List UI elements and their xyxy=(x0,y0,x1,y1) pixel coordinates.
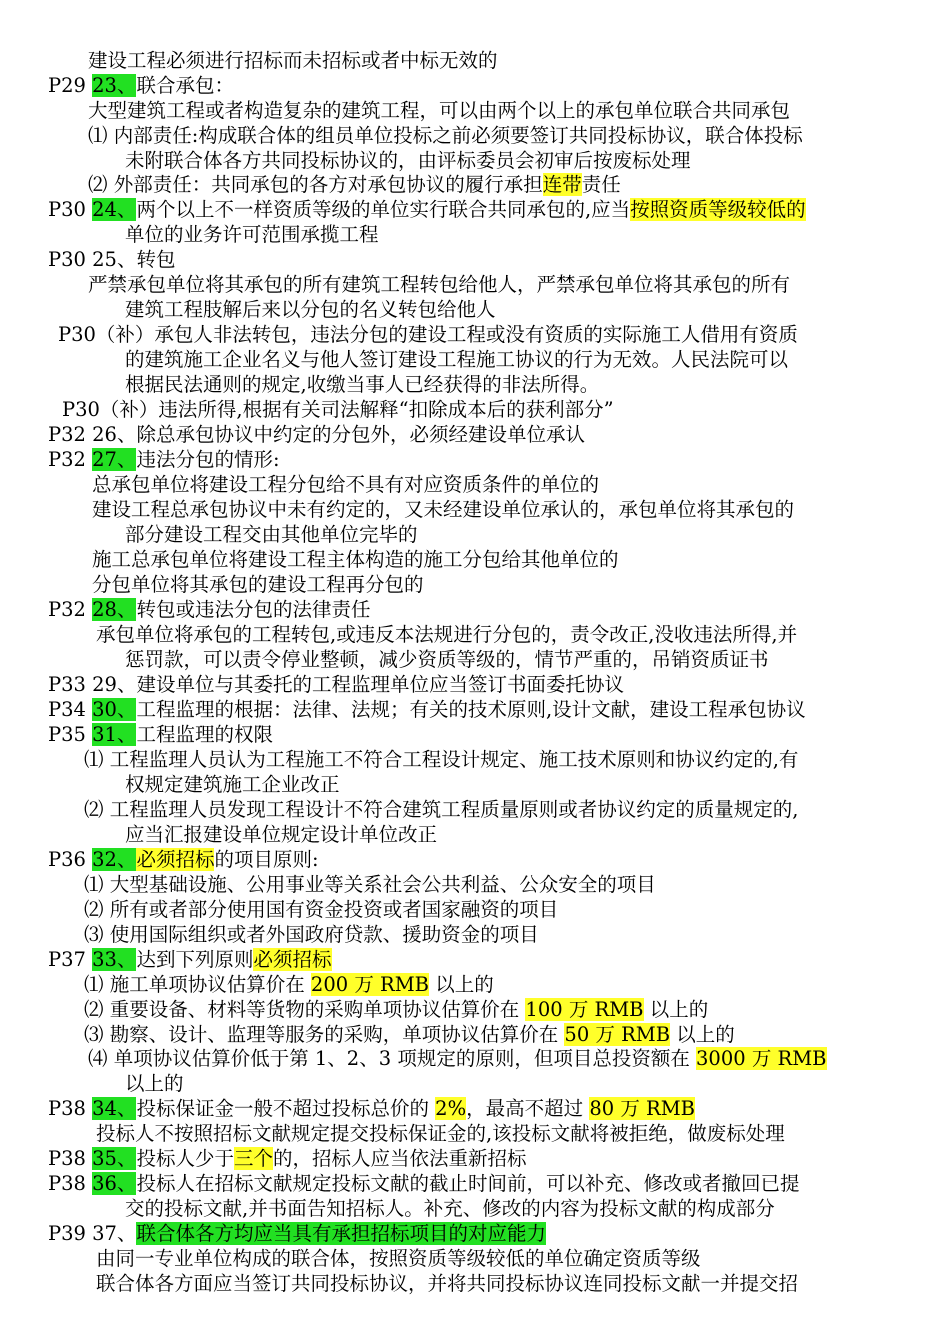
text-line xyxy=(125,297,496,322)
highlighted-text: 32、 xyxy=(92,848,137,871)
text-run: P32 xyxy=(48,598,93,621)
text-run: 以上的 xyxy=(643,998,709,1021)
text-line xyxy=(48,247,175,272)
highlighted-text: 34、 xyxy=(92,1097,137,1120)
text-line xyxy=(84,897,558,922)
text-line xyxy=(88,98,790,123)
text-run: 单位的业务许可范围承揽工程 xyxy=(125,223,379,246)
text-run: 建设工程总承包协议中未有约定的，又未经建设单位承认的，承包单位将其承包的 xyxy=(92,498,795,521)
text-line xyxy=(48,697,806,722)
text-run: ⑵ 所有或者部分使用国有资金投资或者国家融资的项目 xyxy=(84,898,559,921)
text-run: 以上的 xyxy=(125,1072,184,1095)
highlighted-text: 200 万 RMB xyxy=(310,973,430,996)
text-run: 联合体各方面应当签订共同投标协议，并将共同投标协议连同投标文献一并提交招 xyxy=(96,1272,799,1295)
text-run: ⑵ 外部责任：共同承包的各方对承包协议的履行承担 xyxy=(88,173,543,196)
text-run: P30（补）违法所得,根据有关司法解释“扣除成本后的获利部分” xyxy=(62,398,614,421)
text-run: P30（补）承包人非法转包，违法分包的建设工程或没有资质的实际施工人借用有资质 xyxy=(58,323,798,346)
text-line xyxy=(88,272,790,297)
text-run: 投标人不按照招标文献规定提交投标保证金的,该投标文献将被拒绝，做废标处理 xyxy=(96,1122,785,1145)
text-line xyxy=(125,1071,184,1096)
highlighted-text: 连带 xyxy=(542,173,582,196)
text-line xyxy=(84,972,494,997)
text-run: P32 xyxy=(48,448,93,471)
text-run: 交的投标文献,并书面告知招标人。补充、修改的内容为投标文献的构成部分 xyxy=(125,1197,775,1220)
highlighted-text: 3000 万 RMB xyxy=(696,1047,827,1070)
text-line xyxy=(48,1171,799,1196)
highlighted-text: 23、 xyxy=(92,74,137,97)
text-run: 惩罚款，可以责令停业整顿，减少资质等级的，情节严重的，吊销资质证书 xyxy=(125,648,769,671)
text-run: 以上的 xyxy=(670,1023,735,1046)
text-run: 大型建筑工程或者构造复杂的建筑工程，可以由两个以上的承包单位联合共同承包 xyxy=(88,99,791,122)
text-line xyxy=(48,1096,695,1121)
text-run: 由同一专业单位构成的联合体，按照资质等级较低的单位确定资质等级 xyxy=(96,1247,701,1270)
text-run: 施工总承包单位将建设工程主体构造的施工分包给其他单位的 xyxy=(92,548,619,571)
text-line xyxy=(88,48,498,73)
highlighted-text: 31、 xyxy=(92,723,137,746)
text-run: ⑴ 工程监理人员认为工程施工不符合工程设计规定、施工技术原则和协议约定的,有 xyxy=(84,748,799,771)
text-run: 严禁承包单位将其承包的所有建筑工程转包给他人，严禁承包单位将其承包的所有 xyxy=(88,273,791,296)
text-run: 工程监理的权限 xyxy=(136,723,273,746)
text-run: P32 26、除总承包协议中约定的分包外，必须经建设单位承认 xyxy=(48,423,585,446)
text-line xyxy=(96,1271,798,1296)
text-run: ⑴ 施工单项协议估算价在 xyxy=(84,973,311,996)
text-line xyxy=(96,1246,701,1271)
text-run: 部分建设工程交由其他单位完毕的 xyxy=(125,523,418,546)
text-run: 根据民法通则的规定,收缴当事人已经获得的非法所得。 xyxy=(125,373,600,396)
text-line xyxy=(96,622,797,647)
highlighted-text: 50 万 RMB xyxy=(564,1023,671,1046)
highlighted-text: 必须招标 xyxy=(136,848,215,871)
highlighted-text: 30、 xyxy=(92,698,137,721)
text-line xyxy=(84,872,656,897)
text-line xyxy=(58,322,798,347)
text-line xyxy=(84,797,798,822)
text-run: 应当汇报建设单位规定设计单位改正 xyxy=(125,823,438,846)
text-line xyxy=(125,647,769,672)
text-line xyxy=(48,847,319,872)
text-run: 总承包单位将建设工程分包给不具有对应资质条件的单位的 xyxy=(92,473,600,496)
text-line xyxy=(48,947,332,972)
text-run: P30 xyxy=(48,198,93,221)
text-line xyxy=(96,1121,785,1146)
highlighted-text: 36、 xyxy=(92,1172,137,1195)
text-run: 达到下列原则 xyxy=(136,948,254,971)
text-run: P38 xyxy=(48,1147,93,1170)
text-line xyxy=(62,397,614,422)
text-line xyxy=(48,672,624,697)
text-line xyxy=(125,222,379,247)
text-run: P30 25、转包 xyxy=(48,248,176,271)
text-run: 投标人少于 xyxy=(136,1147,234,1170)
text-run: 的，招标人应当依法重新招标 xyxy=(273,1147,527,1170)
text-run: 建筑工程肢解后来以分包的名义转包给他人 xyxy=(125,298,496,321)
text-run: ⑵ 重要设备、材料等货物的采购单项协议估算价在 xyxy=(84,998,526,1021)
text-run: P36 xyxy=(48,848,93,871)
text-run: 以上的 xyxy=(429,973,494,996)
text-run: P34 xyxy=(48,698,93,721)
text-run: ⑶ 勘察、设计、监理等服务的采购，单项协议估算价在 xyxy=(84,1023,565,1046)
text-line xyxy=(48,197,806,222)
text-run: ⑶ 使用国际组织或者外国政府贷款、援助资金的项目 xyxy=(84,923,539,946)
text-line xyxy=(48,597,370,622)
text-line xyxy=(92,472,599,497)
highlighted-text: 80 万 RMB xyxy=(589,1097,696,1120)
text-run: 的建筑施工企业名义与他人签订建设工程施工协议的行为无效。人民法院可以 xyxy=(125,348,789,371)
highlighted-text: 三个 xyxy=(233,1147,273,1170)
text-run: 承包单位将承包的工程转包,或违反本法规进行分包的，责令改正,没收违法所得,并 xyxy=(96,623,798,646)
highlighted-text: 2% xyxy=(435,1097,467,1120)
text-line xyxy=(48,73,234,98)
text-run: P35 xyxy=(48,723,93,746)
text-line xyxy=(84,1022,735,1047)
text-line xyxy=(125,822,437,847)
text-run: 责任 xyxy=(581,173,621,196)
text-line xyxy=(88,123,803,148)
text-run: ⑴ 大型基础设施、公用事业等关系社会公共利益、公众安全的项目 xyxy=(84,873,656,896)
text-run: 投标保证金一般不超过投标总价的 xyxy=(136,1097,436,1120)
text-run: P33 29、建设单位与其委托的工程监理单位应当签订书面委托协议 xyxy=(48,673,624,696)
text-line xyxy=(125,347,788,372)
text-run: 建设工程必须进行招标而未招标或者中标无效的 xyxy=(88,49,498,72)
text-run: P38 xyxy=(48,1097,93,1120)
highlighted-text: 24、 xyxy=(92,198,137,221)
text-line xyxy=(88,172,621,197)
text-line xyxy=(48,1146,527,1171)
highlighted-text: 必须招标 xyxy=(253,948,332,971)
text-line xyxy=(125,372,599,397)
text-line xyxy=(84,747,798,772)
text-line xyxy=(92,547,619,572)
text-line xyxy=(125,522,418,547)
text-run: 的项目原则: xyxy=(214,848,319,871)
text-run: 未附联合体各方共同投标协议的，由评标委员会初审后按废标处理 xyxy=(125,149,691,172)
text-line xyxy=(48,722,273,747)
highlighted-text: 100 万 RMB xyxy=(525,998,644,1021)
text-run: ⑴ 内部责任:构成联合体的组员单位投标之前必须要签订共同投标协议，联合体投标 xyxy=(88,124,803,147)
text-line xyxy=(48,422,585,447)
text-line xyxy=(84,922,539,947)
text-run: 转包或违法分包的法律责任 xyxy=(136,598,371,621)
text-run: 两个以上不一样资质等级的单位实行联合共同承包的,应当 xyxy=(136,198,631,221)
text-run: 工程监理的根据：法律、法规；有关的技术原则,设计文献，建设工程承包协议 xyxy=(136,698,806,721)
text-line xyxy=(92,572,424,597)
text-run: 联合承包： xyxy=(136,74,234,97)
highlighted-text: 35、 xyxy=(92,1147,137,1170)
text-run: 违法分包的情形: xyxy=(136,448,280,471)
highlighted-text: 按照资质等级较低的 xyxy=(630,198,806,221)
text-run: ⑷ 单项协议估算价低于第 1、2、3 项规定的原则，但项目总投资额在 xyxy=(88,1047,697,1070)
text-run: P38 xyxy=(48,1172,93,1195)
text-line xyxy=(88,1046,827,1071)
highlighted-text: 27、 xyxy=(92,448,137,471)
text-line xyxy=(48,447,280,472)
text-run: ⑵ 工程监理人员发现工程设计不符合建筑工程质量原则或者协议约定的质量规定的, xyxy=(84,798,799,821)
text-run: P37 xyxy=(48,948,93,971)
text-run: P39 37、 xyxy=(48,1222,137,1245)
text-line xyxy=(84,997,708,1022)
highlighted-text: 33、 xyxy=(92,948,137,971)
text-line xyxy=(125,772,340,797)
text-run: 分包单位将其承包的建设工程再分包的 xyxy=(92,573,424,596)
text-line xyxy=(48,1221,546,1246)
text-line xyxy=(125,148,691,173)
highlighted-text: 联合体各方均应当具有承担招标项目的对应能力 xyxy=(136,1222,546,1245)
text-run: 权规定建筑施工企业改正 xyxy=(125,773,340,796)
text-line xyxy=(92,497,794,522)
text-line xyxy=(125,1196,775,1221)
highlighted-text: 28、 xyxy=(92,598,137,621)
text-run: ，最高不超过 xyxy=(466,1097,590,1120)
text-run: 投标人在招标文献规定投标文献的截止时间前，可以补充、修改或者撤回已提 xyxy=(136,1172,800,1195)
text-run: P29 xyxy=(48,74,93,97)
